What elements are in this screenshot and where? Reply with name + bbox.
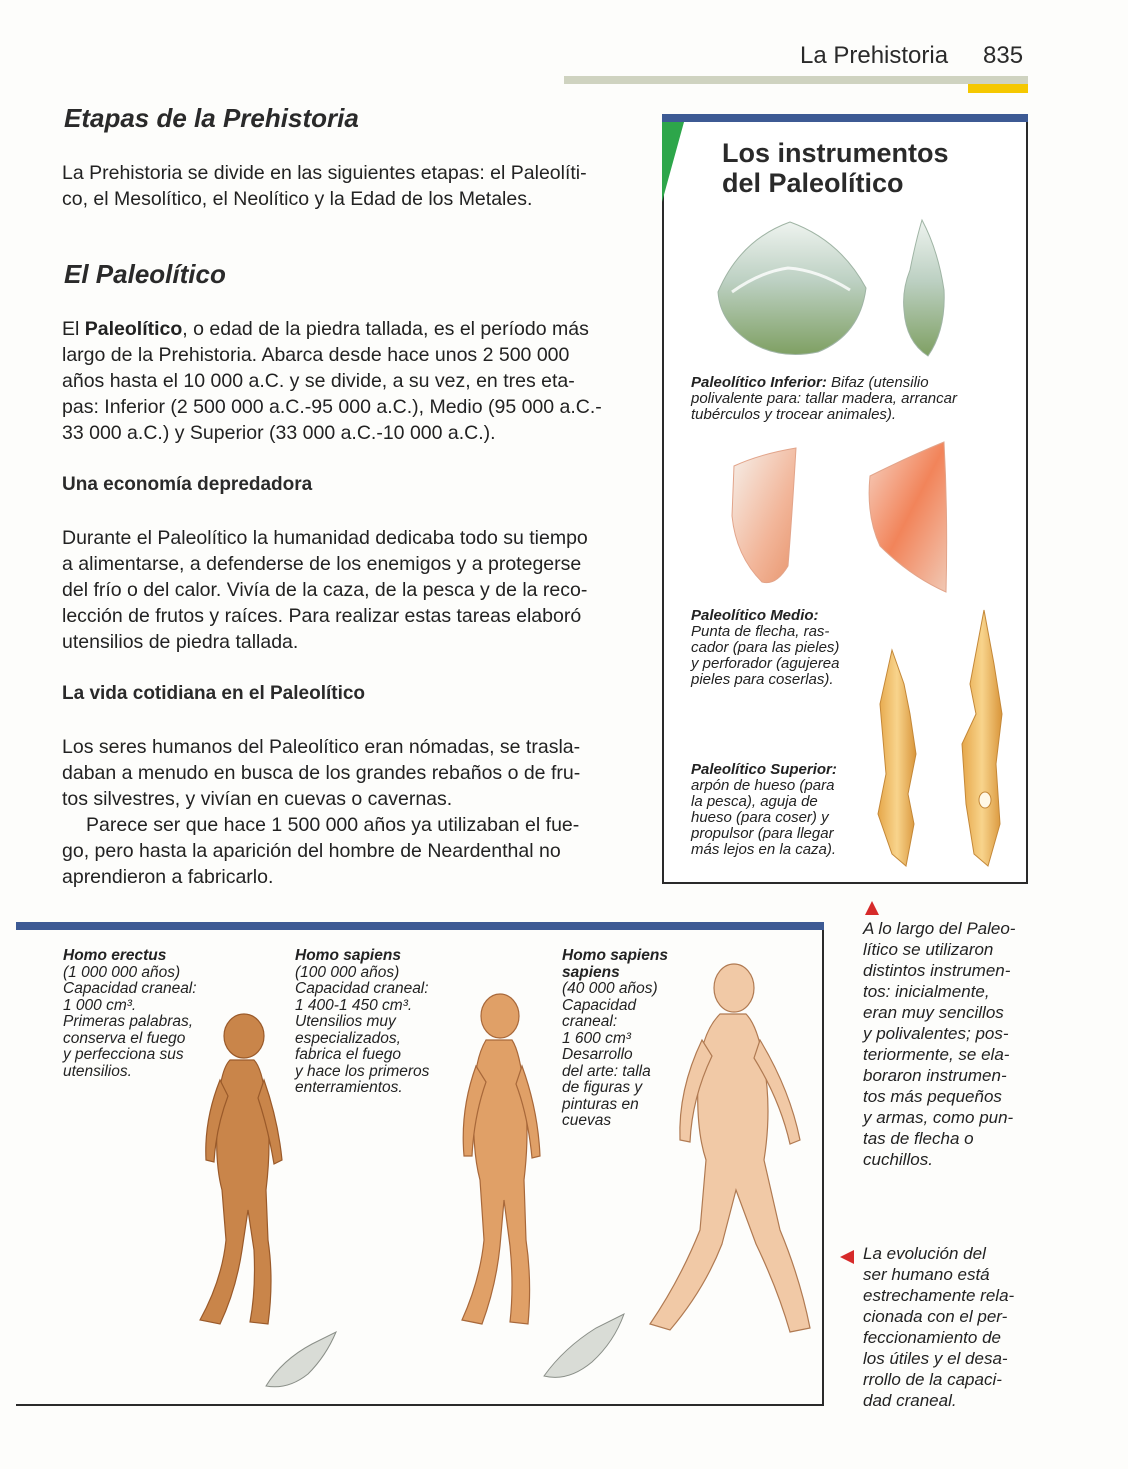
paragraph-vida-cotidiana: Los seres humanos del Paleolítico eran nómadas, se trasla- daban a menudo en busca de los grandes rebaños o de fru- tos silvestres, y vivían en cuevas o cavernas. Parece ser que hace 1 500 000 años ya utilizaban el fue- go, pero hasta la aparición del hombre de Neardenthal no aprendieron a fabricarlo. [62,736,581,888]
caption-inferior: Paleolítico Inferior: Bifaz (utensilio polivalente para: tallar madera, arrancar tubérculos y trocear animales). [691,374,957,423]
instruments-box-bar [662,114,1028,122]
stone-point-2-illustration [540,1312,630,1384]
paragraph-paleolitico: El Paleolítico, o edad de la piedra tallada, es el período más largo de la Prehistoria. Abarca desde hace unos 2 500 000 años hasta el 10 000 a.C. y se divide, a su vez, en tres eta- pas: Inferior (2 500 000 a.C.-95 000 a.C.), Medio (95 000 a.C.- 33 000 a.C.) y Superior (33 000 a.C.-10 000 a.C.). [62,318,602,444]
instruments-box-green-accent [662,122,684,202]
header-rule [564,76,1028,84]
biface-illustration [700,210,1000,370]
caption-medio: Paleolítico Medio: Punta de flecha, ras- cador (para las pieles) y perforador (agujerea pieles para coserlas). [691,607,840,688]
instruments-title: Los instrumentos del Paleolítico [722,138,949,198]
header-accent [968,84,1028,93]
homo-sapiens-sapiens-figure [640,960,820,1350]
page-number: 835 [983,42,1024,69]
paragraph-etapas: La Prehistoria se divide en las siguientes etapas: el Paleolíti- co, el Mesolítico, el Neolítico y la Edad de los Metales. [62,162,587,210]
evolution-box-bar [16,922,824,930]
caption-superior: Paleolítico Superior: arpón de hueso (para la pesca), aguja de hueso (para coser) y propulsor (para llegar más lejos en la caza). [691,761,837,858]
subheading-vida-cotidiana: La vida cotidiana en el Paleolítico [62,683,366,704]
caption-homo-sapiens: Homo sapiens (100 000 años) Capacidad craneal: 1 400-1 450 cm³. Utensilios muy especializados, fabrica el fuego y hace los primeros enterramientos. [295,947,430,1096]
paragraph-economia: Durante el Paleolítico la humanidad dedicaba todo su tiempo a alimentarse, a defenderse de los enemigos y a protegerse del frío o del calor. Vivía de la caza, de la pesca y de la reco- lección de frutos y raíces. Para realizar estas tareas elaboró utensilios de piedra tallada. [62,527,588,653]
arrow-up-icon [865,901,879,915]
bone-harpoons-illustration [862,604,1012,874]
heading-etapas: Etapas de la Prehistoria [64,103,359,133]
caption-homo-erectus: Homo erectus (1 000 000 años) Capacidad craneal: 1 000 cm³. Primeras palabras, conserva el fuego y perfecciona sus utensilios. [63,947,197,1080]
caption-homo-sapiens-sapiens: Homo sapiens sapiens (40 000 años) Capacidad craneal: 1 600 cm³ Desarrollo del arte: talla de figuras y pinturas en cuevas [562,947,668,1129]
subheading-economia: Una economía depredadora [62,474,313,495]
arrow-left-icon [840,1250,854,1264]
stone-point-1-illustration [262,1330,342,1394]
homo-sapiens-figure [430,990,560,1340]
side-caption-instrumentos: A lo largo del Paleo- lítico se utilizaron distintos instrumen- tos: inicialmente, eran muy sencillos y polivalentes; pos- teriormente, se ela- boraron instrumen- tos más pequeños y armas, como pun- tas de flecha o cuchillos. [863,919,1016,1169]
side-caption-evolucion: La evolución del ser humano está estrechamente rela- cionada con el per- feccionamiento de los útiles y el desa- rrollo de la capaci- dad craneal. [863,1244,1015,1410]
heading-paleolitico: El Paleolítico [64,259,226,289]
homo-erectus-figure [170,1010,310,1340]
running-header-title: La Prehistoria [800,42,949,69]
flake-tools-illustration [720,436,960,596]
